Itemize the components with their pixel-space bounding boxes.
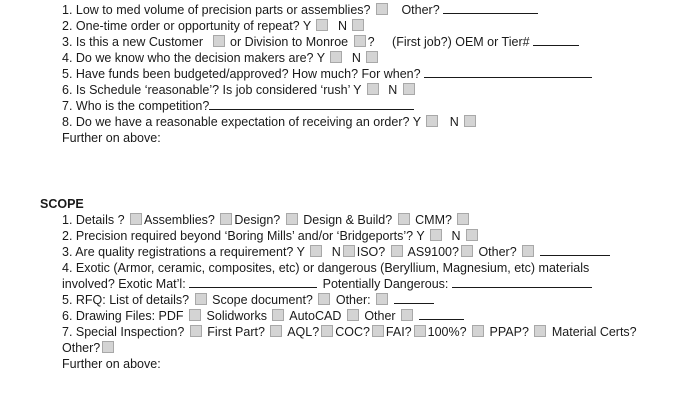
checkbox-new-customer[interactable]	[213, 35, 225, 47]
scope-item-5-text: 5. RFQ: List of details?	[62, 293, 190, 307]
checkbox-aql[interactable]	[321, 325, 333, 337]
oem-label: (First job?) OEM or Tier#	[392, 35, 530, 49]
question-6	[62, 82, 592, 98]
question-4	[62, 50, 592, 66]
design-label: Design?	[234, 213, 281, 227]
further-label: Further on above:	[62, 357, 161, 371]
checkbox-assemblies[interactable]	[220, 213, 232, 225]
assemblies-label: Assemblies?	[144, 213, 215, 227]
checkbox-no[interactable]	[403, 83, 415, 95]
scope-item-6	[62, 308, 637, 324]
question-7-text: 7. Who is the competition?	[62, 99, 210, 113]
other-label: Other?	[401, 3, 440, 17]
checkbox-pdf[interactable]	[189, 309, 201, 321]
autocad-label: AutoCAD	[289, 309, 342, 323]
question-8	[62, 114, 592, 130]
exotic-material-label: involved? Exotic Mat’l:	[62, 277, 186, 291]
question-4-text: 4. Do we know who the decision makers are? Y	[62, 51, 325, 65]
further-label: Further on above:	[62, 131, 161, 145]
question-3	[62, 34, 592, 50]
further-line	[62, 356, 637, 372]
question-mark: ?	[367, 35, 375, 49]
no-label: N	[449, 115, 459, 129]
checkbox-no[interactable]	[466, 229, 478, 241]
checkbox-yes[interactable]	[426, 115, 438, 127]
other-blank[interactable]	[443, 3, 538, 14]
tier-blank[interactable]	[533, 35, 579, 46]
checkbox-list-of-details[interactable]	[195, 293, 207, 305]
question-1-text: 1. Low to med volume of precision parts or assemblies?	[62, 3, 371, 17]
no-label: N	[351, 51, 361, 65]
scope-item-1	[62, 212, 637, 228]
no-label: N	[451, 229, 461, 243]
fai-label: FAI?	[385, 325, 412, 339]
checkbox-autocad[interactable]	[347, 309, 359, 321]
checkbox-yes[interactable]	[367, 83, 379, 95]
scope-item-7	[62, 324, 637, 340]
checkbox-other[interactable]	[102, 341, 114, 353]
checkbox-yes[interactable]	[330, 51, 342, 63]
other-label: Other	[364, 309, 396, 323]
scope-item-2-text: 2. Precision required beyond ‘Boring Mills’ and/or ‘Bridgeports’? Y	[62, 229, 425, 243]
scope-heading: SCOPE	[40, 197, 84, 211]
scope-item-6-text: 6. Drawing Files: PDF	[62, 309, 184, 323]
question-8-text: 8. Do we have a reasonable expectation of receiving an order? Y	[62, 115, 421, 129]
material-certs-label: Material Certs?	[551, 325, 637, 339]
question-3-text: 3. Is this a new Customer	[62, 35, 204, 49]
design-build-label: Design & Build?	[303, 213, 393, 227]
question-2-text: 2. One-time order or opportunity of repeat? Y	[62, 19, 311, 33]
scope-item-2	[62, 228, 637, 244]
checkbox-no[interactable]	[464, 115, 476, 127]
checkbox-no[interactable]	[366, 51, 378, 63]
division-label: or Division to Monroe	[230, 35, 349, 49]
checkbox-coc[interactable]	[372, 325, 384, 337]
aql-label: AQL?	[287, 325, 320, 339]
scope-item-4-continued	[62, 276, 637, 292]
coc-label: COC?	[335, 325, 370, 339]
checkbox-cmm[interactable]	[457, 213, 469, 225]
scope-item-3	[62, 244, 637, 260]
other-label: Other:	[335, 293, 371, 307]
question-7	[62, 98, 592, 114]
scope-item-4-text: 4. Exotic (Armor, ceramic, composites, etc) or dangerous (Beryllium, Magnesium, etc) materials	[62, 261, 590, 275]
checkbox-as9100[interactable]	[461, 245, 473, 257]
checkbox-design[interactable]	[286, 213, 298, 225]
checkbox-100-percent[interactable]	[472, 325, 484, 337]
checkbox-first-part[interactable]	[270, 325, 282, 337]
checkbox-division[interactable]	[354, 35, 366, 47]
question-5	[62, 66, 592, 82]
scope-item-7-continued	[62, 340, 637, 356]
question-1	[62, 2, 592, 18]
solidworks-label: Solidworks	[206, 309, 267, 323]
qualification-section	[62, 2, 592, 146]
no-label: N	[388, 83, 398, 97]
checkbox-special-inspection[interactable]	[190, 325, 202, 337]
dangerous-blank[interactable]	[452, 277, 592, 288]
checkbox-other[interactable]	[401, 309, 413, 321]
checkbox-solidworks[interactable]	[272, 309, 284, 321]
question-2	[62, 18, 592, 34]
question-6-text: 6. Is Schedule ‘reasonable’? Is job considered ‘rush’ Y	[62, 83, 362, 97]
checkbox-assemblies[interactable]	[376, 3, 388, 15]
other-blank[interactable]	[394, 293, 434, 304]
checkbox-fai[interactable]	[414, 325, 426, 337]
scope-item-3-text: 3. Are quality registrations a requirement? Y	[62, 245, 305, 259]
first-part-label: First Part?	[207, 325, 265, 339]
checkbox-yes[interactable]	[316, 19, 328, 31]
competition-blank[interactable]	[209, 99, 414, 110]
scope-item-4	[62, 260, 637, 276]
checkbox-ppap[interactable]	[534, 325, 546, 337]
100-percent-label: 100%?	[427, 325, 467, 339]
scope-item-5	[62, 292, 637, 308]
iso-label: ISO?	[356, 245, 386, 259]
no-label: N	[331, 245, 341, 259]
dangerous-label: Potentially Dangerous:	[322, 277, 449, 291]
checkbox-other[interactable]	[376, 293, 388, 305]
checkbox-details[interactable]	[130, 213, 142, 225]
checkbox-other[interactable]	[522, 245, 534, 257]
checkbox-no[interactable]	[343, 245, 355, 257]
other-blank[interactable]	[419, 309, 464, 320]
further-line	[62, 130, 592, 146]
checkbox-yes[interactable]	[430, 229, 442, 241]
as9100-label: AS9100?	[407, 245, 459, 259]
other-blank[interactable]	[540, 245, 610, 256]
checkbox-yes[interactable]	[310, 245, 322, 257]
scope-section	[62, 212, 637, 372]
no-label: N	[337, 19, 347, 33]
ppap-label: PPAP?	[489, 325, 529, 339]
other-label: Other?	[478, 245, 517, 259]
question-5-text: 5. Have funds been budgeted/approved? How much? For when?	[62, 67, 421, 81]
funds-blank[interactable]	[424, 67, 592, 78]
other-label: Other?	[62, 341, 101, 355]
scope-document-label: Scope document?	[212, 293, 313, 307]
checkbox-scope-document[interactable]	[318, 293, 330, 305]
cmm-label: CMM?	[415, 213, 452, 227]
checkbox-no[interactable]	[352, 19, 364, 31]
exotic-material-blank[interactable]	[189, 277, 317, 288]
checkbox-design-build[interactable]	[398, 213, 410, 225]
scope-item-7-text: 7. Special Inspection?	[62, 325, 185, 339]
checkbox-iso[interactable]	[391, 245, 403, 257]
scope-item-1-text: 1. Details ?	[62, 213, 125, 227]
